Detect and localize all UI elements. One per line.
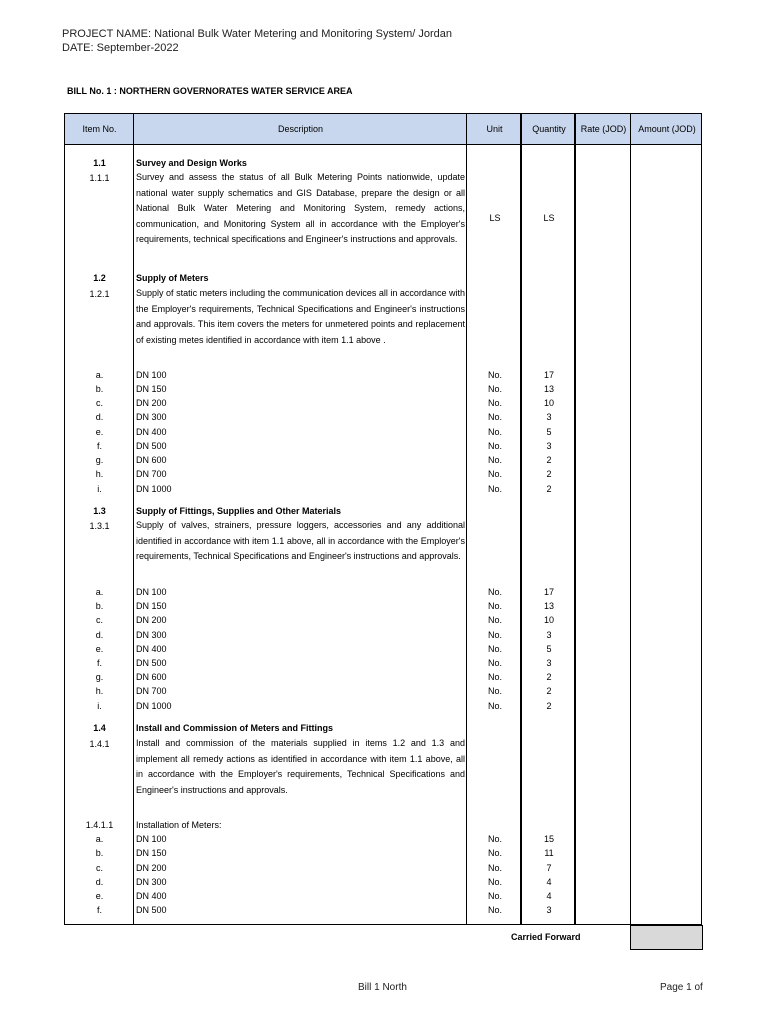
row-letter: h.: [95, 469, 104, 479]
row-letter: c.: [95, 615, 103, 625]
quantity-cell: 10: [543, 398, 554, 408]
row-description: DN 600: [136, 672, 167, 682]
row-description: DN 150: [136, 601, 167, 611]
item-number: 1.2: [93, 273, 106, 283]
row-description: DN 600: [136, 455, 167, 465]
unit-cell: No.: [487, 469, 502, 479]
row-letter: b.: [95, 384, 104, 394]
row-letter: d.: [95, 877, 104, 887]
unit-cell: No.: [487, 905, 502, 915]
item-number: 1.4.1.1: [85, 820, 114, 830]
col-rate: Rate (JOD): [580, 124, 627, 134]
unit-cell: No.: [487, 615, 502, 625]
row-description: DN 200: [136, 615, 167, 625]
item-number: 1.3: [93, 506, 106, 516]
unit-cell: No.: [487, 630, 502, 640]
row-description: DN 500: [136, 658, 167, 668]
quantity-cell: 5: [546, 644, 552, 654]
unit-cell: No.: [487, 601, 502, 611]
quantity-cell: 3: [546, 441, 552, 451]
section-title: Supply of Fittings, Supplies and Other Materials: [136, 506, 342, 516]
project-name: PROJECT NAME: National Bulk Water Metering and Monitoring System/ Jordan: [62, 28, 453, 40]
quantity-cell: 17: [543, 587, 554, 597]
row-letter: c.: [95, 863, 103, 873]
row-letter: e.: [95, 644, 104, 654]
row-letter: b.: [95, 848, 104, 858]
unit-cell: No.: [487, 384, 502, 394]
unit-cell: LS: [489, 213, 501, 223]
row-letter: d.: [95, 630, 104, 640]
quantity-cell: 13: [543, 601, 554, 611]
carried-forward-label: Carried Forward: [511, 932, 581, 942]
page-number: Page 1 of: [660, 982, 703, 993]
col-quantity: Quantity: [532, 124, 566, 134]
unit-cell: No.: [487, 412, 502, 422]
item-number: 1.4: [93, 723, 106, 733]
item-number: 1.1.1: [89, 173, 110, 183]
row-letter: e.: [95, 891, 104, 901]
quantity-cell: 13: [543, 384, 554, 394]
item-description: Supply of static meters including the communication devices all in accordance with the Employer's requirements, Technical Specifications and Engineer's instructions and approvals. This item covers the meters for unmetered points and replacement of existing metes identified in accordance with item 1.1 above .: [136, 288, 465, 345]
item-number: 1.4.1: [89, 739, 110, 749]
row-description: DN 1000: [136, 701, 172, 711]
row-letter: a.: [95, 587, 104, 597]
row-description: DN 200: [136, 398, 167, 408]
row-letter: g.: [95, 455, 104, 465]
row-description: DN 150: [136, 848, 167, 858]
quantity-cell: 5: [546, 427, 552, 437]
unit-cell: No.: [487, 484, 502, 494]
quantity-cell: 3: [546, 905, 552, 915]
col-unit: Unit: [486, 124, 503, 134]
unit-cell: No.: [487, 441, 502, 451]
column-divider: [133, 114, 134, 924]
col-amount: Amount (JOD): [638, 124, 696, 134]
subsection-title: Installation of Meters:: [136, 820, 222, 830]
row-letter: i.: [97, 484, 102, 494]
quantity-cell: 2: [546, 455, 552, 465]
row-description: DN 500: [136, 441, 167, 451]
column-divider: [520, 114, 522, 924]
quantity-cell: 7: [546, 863, 552, 873]
row-description: DN 100: [136, 587, 167, 597]
unit-cell: No.: [487, 877, 502, 887]
item-number: 1.3.1: [89, 521, 110, 531]
item-number: 1.2.1: [89, 289, 110, 299]
row-letter: c.: [95, 398, 103, 408]
column-divider: [630, 114, 631, 924]
column-divider: [466, 114, 467, 924]
row-description: DN 400: [136, 644, 167, 654]
unit-cell: No.: [487, 427, 502, 437]
unit-cell: No.: [487, 398, 502, 408]
row-letter: e.: [95, 427, 104, 437]
row-description: DN 200: [136, 863, 167, 873]
row-letter: a.: [95, 370, 104, 380]
quantity-cell: 11: [544, 848, 554, 858]
row-description: DN 400: [136, 891, 167, 901]
row-description: DN 500: [136, 905, 167, 915]
column-divider: [574, 114, 576, 924]
quantity-cell: 17: [543, 370, 554, 380]
row-letter: b.: [95, 601, 104, 611]
table-header: [65, 114, 701, 145]
bill-table: [64, 113, 702, 925]
item-description: Supply of valves, strainers, pressure loggers, accessories and any additional identified in accordance with item 1.1 above, all in accordance with the Employer's requirements, Technical Specifications and Engineer's instructions and approvals.: [136, 520, 465, 562]
unit-cell: No.: [487, 644, 502, 654]
unit-cell: No.: [487, 658, 502, 668]
item-description: Install and commission of the materials supplied in items 1.2 and 1.3 and implement all remedy actions as identified in accordance with item 1.1 above, all in accordance with the Employer's requirements, Technical Specifications and Engineer's instructions and approvals.: [136, 738, 465, 795]
quantity-cell: 4: [546, 877, 552, 887]
row-letter: i.: [97, 701, 102, 711]
sheet-name: Bill 1 North: [358, 982, 407, 993]
row-letter: h.: [95, 686, 104, 696]
row-letter: f.: [96, 441, 102, 451]
col-description: Description: [277, 124, 324, 134]
section-title: Supply of Meters: [136, 273, 209, 283]
row-description: DN 700: [136, 469, 167, 479]
unit-cell: No.: [487, 370, 502, 380]
unit-cell: No.: [487, 587, 502, 597]
unit-cell: No.: [487, 848, 502, 858]
row-description: DN 300: [136, 630, 167, 640]
quantity-cell: 2: [546, 469, 552, 479]
quantity-cell: 3: [546, 412, 552, 422]
quantity-cell: LS: [543, 213, 555, 223]
unit-cell: No.: [487, 672, 502, 682]
unit-cell: No.: [487, 834, 502, 844]
row-description: DN 700: [136, 686, 167, 696]
unit-cell: No.: [487, 863, 502, 873]
quantity-cell: 4: [546, 891, 552, 901]
row-letter: f.: [96, 905, 102, 915]
unit-cell: No.: [487, 891, 502, 901]
carried-forward-amount-cell: [630, 925, 703, 950]
unit-cell: No.: [487, 701, 502, 711]
unit-cell: No.: [487, 455, 502, 465]
bill-title: BILL No. 1 : NORTHERN GOVERNORATES WATER SERVICE AREA: [67, 86, 353, 96]
quantity-cell: 2: [546, 672, 552, 682]
row-letter: g.: [95, 672, 104, 682]
col-item-no: Item No.: [82, 124, 117, 134]
row-description: DN 300: [136, 412, 167, 422]
row-description: DN 150: [136, 384, 167, 394]
row-letter: d.: [95, 412, 104, 422]
quantity-cell: 15: [543, 834, 554, 844]
row-description: DN 400: [136, 427, 167, 437]
document-date: DATE: September-2022: [62, 42, 179, 54]
row-description: DN 100: [136, 370, 167, 380]
quantity-cell: 10: [543, 615, 554, 625]
section-title: Survey and Design Works: [136, 158, 247, 168]
row-letter: a.: [95, 834, 104, 844]
row-description: DN 1000: [136, 484, 172, 494]
quantity-cell: 2: [546, 484, 552, 494]
item-description: Survey and assess the status of all Bulk Metering Points nationwide, update national water supply schematics and GIS Database, prepare the design or all National Bulk Water Metering and Monitoring System, remedy actions, communication, and Monitoring System all in accordance with the Employer's requirements, technical specifications and Engineer's instructions and approvals.: [136, 172, 465, 245]
row-letter: f.: [96, 658, 102, 668]
quantity-cell: 3: [546, 630, 552, 640]
quantity-cell: 2: [546, 686, 552, 696]
unit-cell: No.: [487, 686, 502, 696]
section-title: Install and Commission of Meters and Fittings: [136, 723, 334, 733]
quantity-cell: 3: [546, 658, 552, 668]
row-description: DN 300: [136, 877, 167, 887]
row-description: DN 100: [136, 834, 167, 844]
quantity-cell: 2: [546, 701, 552, 711]
item-number: 1.1: [93, 158, 106, 168]
